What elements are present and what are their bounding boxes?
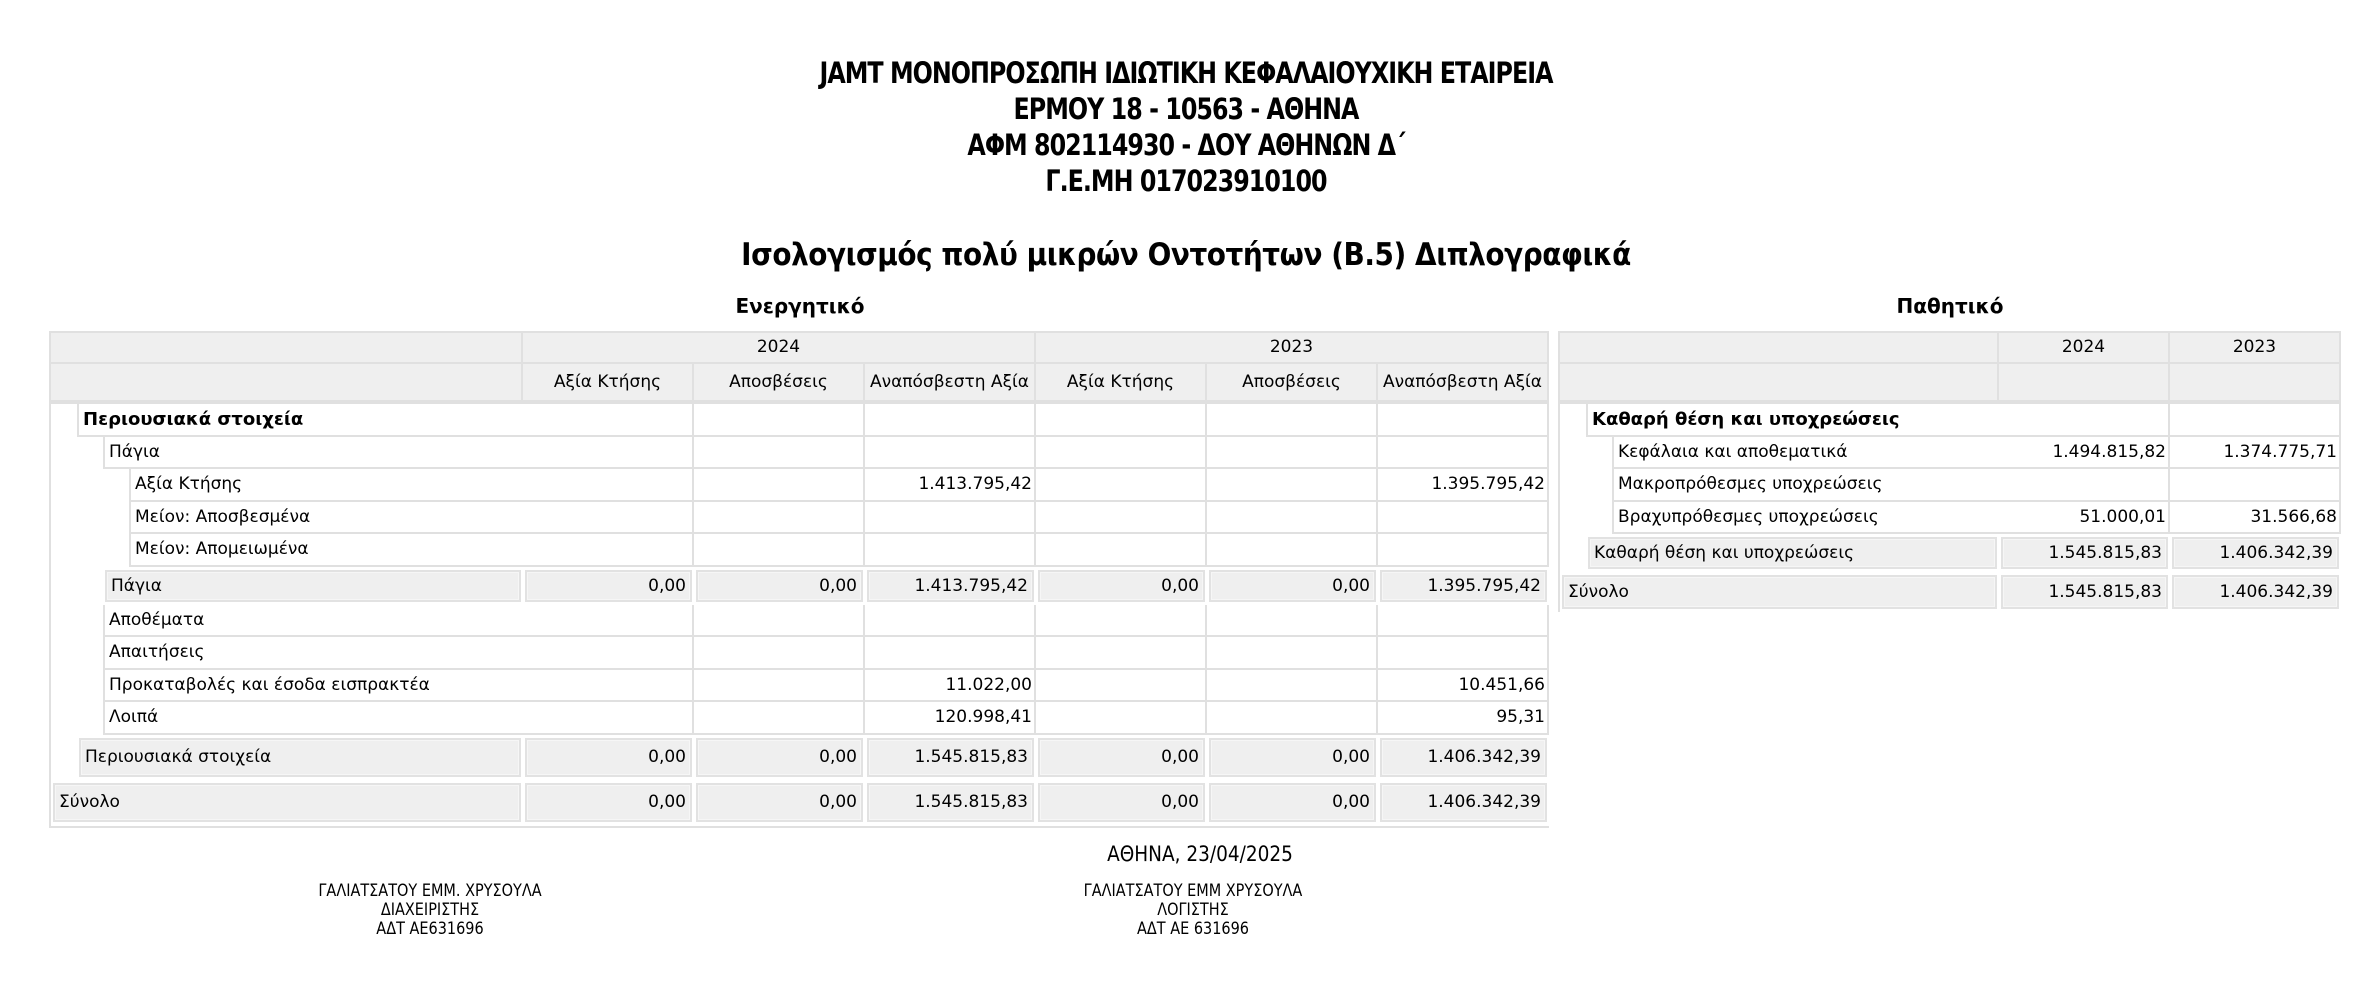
row-label: Βραχυπρόθεσμες υποχρεώσεις	[1612, 502, 1999, 534]
report-title: Ισολογισμός πολύ μικρών Οντοτήτων (Β.5) Διπλογραφικά	[741, 237, 1631, 273]
row-value: 0,00	[525, 783, 692, 822]
row-value: 31.566,68	[2170, 502, 2341, 534]
row-value	[523, 702, 694, 735]
row-value: 1.406.342,39	[2172, 575, 2339, 609]
table-border	[49, 404, 51, 828]
row-label: Σύνολο	[1562, 575, 1997, 609]
row-value: 1.494.815,82	[1999, 437, 2170, 469]
row-label: Μείον: Αποσβεσμένα	[129, 502, 523, 534]
row-value	[1036, 502, 1207, 534]
row-value	[2170, 404, 2341, 437]
column-header: Αποσβέσεις	[1207, 364, 1378, 404]
row-value	[865, 437, 1036, 469]
row-label: Καθαρή θέση και υποχρεώσεις	[1586, 404, 1999, 437]
column-header: Αναπόσβεστη Αξία	[865, 364, 1036, 404]
row-value: 0,00	[696, 738, 863, 777]
year-header-2024: 2024	[523, 331, 1036, 364]
row-value: 0,00	[1038, 783, 1205, 822]
row-value	[1207, 637, 1378, 670]
row-value	[523, 469, 694, 502]
row-value: 51.000,01	[1999, 502, 2170, 534]
row-value	[1378, 637, 1549, 670]
row-value	[694, 605, 865, 637]
row-label: Πάγια	[105, 570, 521, 602]
signer-accountant	[1023, 882, 1363, 939]
signer-role: ΔΙΑΧΕΙΡΙΣΤΗΣ	[380, 900, 480, 920]
row-value	[1378, 437, 1549, 469]
table-border	[49, 826, 1549, 828]
row-value	[1036, 605, 1207, 637]
row-value: 0,00	[696, 783, 863, 822]
column-header: Αναπόσβεστη Αξία	[1378, 364, 1549, 404]
signer-role: ΛΟΓΙΣΤΗΣ	[1157, 900, 1229, 920]
header-blank	[49, 331, 523, 364]
column-header: Αξία Κτήσης	[1036, 364, 1207, 404]
row-value: 11.022,00	[865, 670, 1036, 702]
row-value	[523, 605, 694, 637]
row-value: 1.406.342,39	[1380, 738, 1547, 777]
row-value: 1.545.815,83	[2001, 575, 2168, 609]
row-value	[1036, 534, 1207, 567]
assets-section-title: Ενεργητικό	[735, 294, 865, 318]
row-value	[694, 534, 865, 567]
row-value	[865, 637, 1036, 670]
row-value	[1036, 404, 1207, 437]
row-value	[1207, 702, 1378, 735]
row-value	[523, 502, 694, 534]
row-value	[865, 502, 1036, 534]
row-value	[1207, 404, 1378, 437]
row-value	[1378, 605, 1549, 637]
row-value: 1.406.342,39	[2172, 537, 2339, 569]
row-value	[1207, 605, 1378, 637]
row-value	[1378, 534, 1549, 567]
column-header: Αποσβέσεις	[694, 364, 865, 404]
row-value	[1036, 437, 1207, 469]
row-label: Προκαταβολές και έσοδα εισπρακτέα	[103, 670, 523, 702]
row-value: 0,00	[1038, 738, 1205, 777]
company-name: JAMT ΜΟΝΟΠΡΟΣΩΠΗ ΙΔΙΩΤΙΚΗ ΚΕΦΑΛΑΙΟΥΧΙΚΗ ΕΤΑΙΡΕΙΑ	[819, 56, 1553, 90]
row-value	[1207, 670, 1378, 702]
row-value: 0,00	[696, 570, 863, 602]
year-header-2023: 2023	[1036, 331, 1549, 364]
signer-name: ΓΑΛΙΑΤΣΑΤΟΥ ΕΜΜ ΧΡΥΣΟΥΛΑ	[1083, 881, 1303, 901]
row-label: Λοιπά	[103, 702, 523, 735]
row-value: 1.374.775,71	[2170, 437, 2341, 469]
signer-id: ΑΔΤ ΑΕ631696	[376, 919, 484, 939]
row-value	[1378, 404, 1549, 437]
liabilities-section-title: Παθητικό	[1896, 294, 2004, 318]
row-value	[694, 437, 865, 469]
row-label: Αξία Κτήσης	[129, 469, 523, 502]
row-label: Αποθέματα	[103, 605, 523, 637]
signer-manager	[260, 882, 600, 939]
row-value	[523, 437, 694, 469]
row-value: 1.395.795,42	[1380, 570, 1547, 602]
row-value: 0,00	[1209, 738, 1376, 777]
row-value	[1036, 670, 1207, 702]
place-date: ΑΘΗΝΑ, 23/04/2025	[1107, 842, 1293, 866]
row-value: 1.395.795,42	[1378, 469, 1549, 502]
year-header-2023: 2023	[2170, 331, 2341, 364]
row-value	[1999, 469, 2170, 502]
row-value	[1207, 469, 1378, 502]
row-label: Απαιτήσεις	[103, 637, 523, 670]
row-value	[1036, 469, 1207, 502]
row-value	[1207, 502, 1378, 534]
table-border	[1558, 404, 1560, 612]
signer-id: ΑΔΤ ΑΕ 631696	[1137, 919, 1249, 939]
header-blank	[1558, 331, 1999, 364]
row-label: Μακροπρόθεσμες υποχρεώσεις	[1612, 469, 1999, 502]
row-value: 0,00	[525, 570, 692, 602]
row-value: 95,31	[1378, 702, 1549, 735]
row-label: Περιουσιακά στοιχεία	[77, 404, 523, 437]
row-label: Περιουσιακά στοιχεία	[79, 738, 521, 777]
row-value: 0,00	[525, 738, 692, 777]
row-value: 0,00	[1209, 783, 1376, 822]
company-gemh: Γ.Ε.ΜΗ 017023910100	[1045, 164, 1327, 198]
header-blank	[1999, 364, 2170, 404]
row-value: 1.413.795,42	[865, 469, 1036, 502]
column-header: Αξία Κτήσης	[523, 364, 694, 404]
row-label: Καθαρή θέση και υποχρεώσεις	[1588, 537, 1997, 569]
row-value	[1207, 437, 1378, 469]
row-value	[694, 670, 865, 702]
year-header-2024: 2024	[1999, 331, 2170, 364]
row-value	[865, 534, 1036, 567]
row-value	[523, 534, 694, 567]
row-value: 10.451,66	[1378, 670, 1549, 702]
row-value	[1036, 702, 1207, 735]
signer-name: ΓΑΛΙΑΤΣΑΤΟΥ ΕΜΜ. ΧΡΥΣΟΥΛΑ	[318, 881, 542, 901]
row-value	[523, 670, 694, 702]
row-value: 1.545.815,83	[867, 783, 1034, 822]
row-value: 1.406.342,39	[1380, 783, 1547, 822]
row-value	[523, 637, 694, 670]
row-label: Σύνολο	[53, 783, 521, 822]
row-value	[523, 404, 694, 437]
row-value	[865, 404, 1036, 437]
header-blank	[49, 364, 523, 404]
row-value	[694, 637, 865, 670]
row-value	[694, 702, 865, 735]
row-value	[2170, 469, 2341, 502]
row-value: 120.998,41	[865, 702, 1036, 735]
header-blank	[2170, 364, 2341, 404]
row-value	[694, 404, 865, 437]
row-value	[694, 502, 865, 534]
row-label: Πάγια	[103, 437, 523, 469]
row-label: Μείον: Απομειωμένα	[129, 534, 523, 567]
row-value	[694, 469, 865, 502]
company-address: ΕΡΜΟΥ 18 - 10563 - ΑΘΗΝΑ	[1013, 92, 1359, 126]
row-label: Κεφάλαια και αποθεματικά	[1612, 437, 1999, 469]
row-value: 1.413.795,42	[867, 570, 1034, 602]
row-value: 0,00	[1209, 570, 1376, 602]
row-value: 0,00	[1038, 570, 1205, 602]
row-value	[1378, 502, 1549, 534]
company-tax-info: ΑΦΜ 802114930 - ΔΟΥ ΑΘΗΝΩΝ Δ΄	[967, 128, 1405, 162]
row-value: 1.545.815,83	[867, 738, 1034, 777]
row-value: 1.545.815,83	[2001, 537, 2168, 569]
row-value	[1999, 404, 2170, 437]
row-value	[1036, 637, 1207, 670]
row-value	[1207, 534, 1378, 567]
row-value	[865, 605, 1036, 637]
header-blank	[1558, 364, 1999, 404]
